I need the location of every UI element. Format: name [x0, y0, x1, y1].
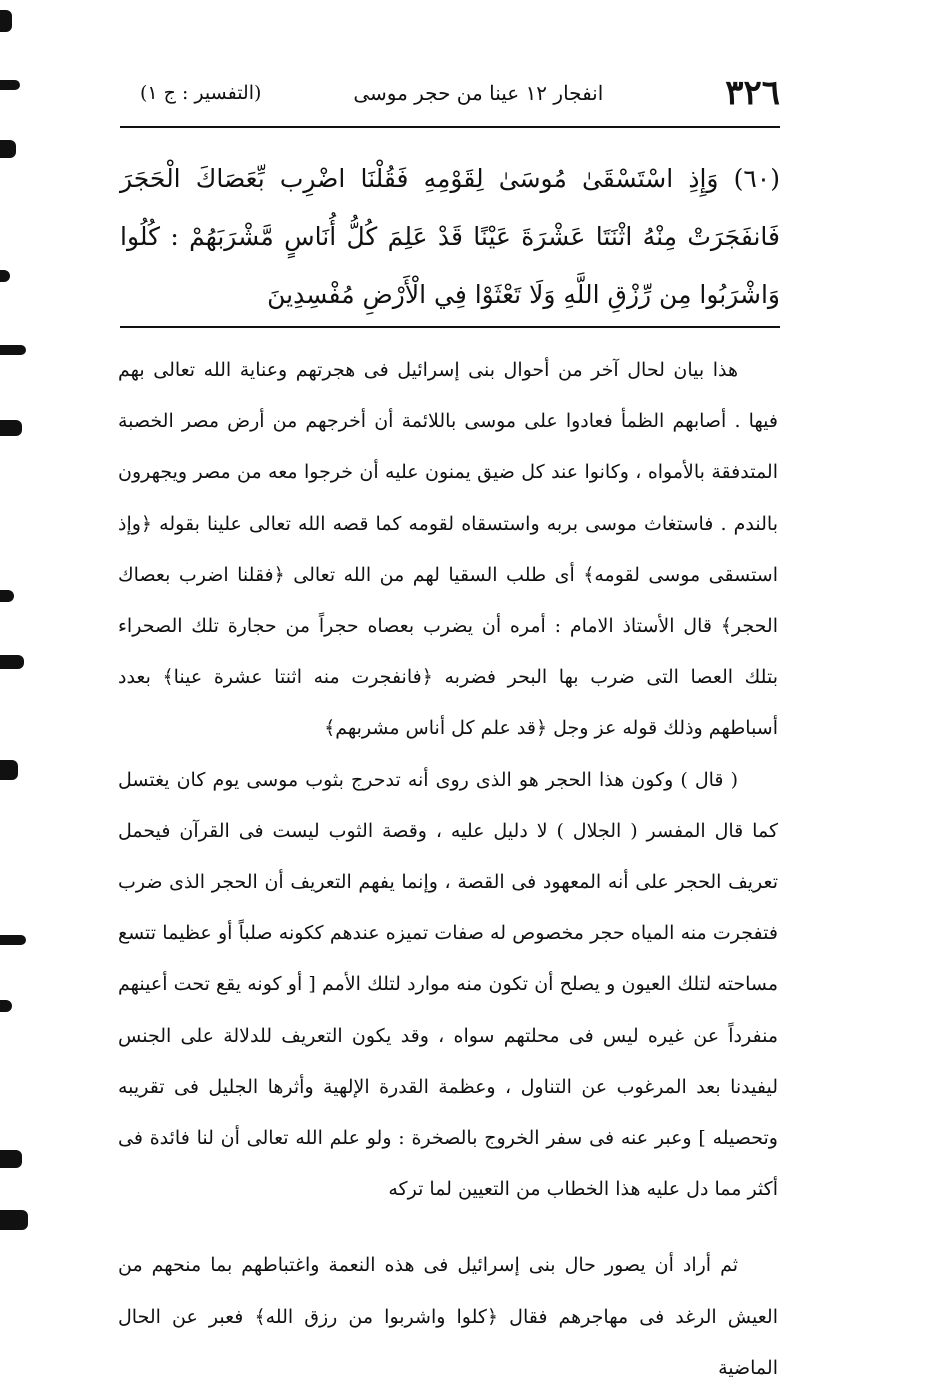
- running-title: انفجار ١٢ عينا من حجر موسى: [353, 81, 604, 105]
- scan-mark: [0, 10, 12, 32]
- scan-mark: [0, 140, 16, 158]
- scan-mark: [0, 1210, 28, 1230]
- scan-mark: [0, 80, 20, 90]
- scan-mark: [0, 935, 26, 945]
- paragraph: ثم أراد أن يصور حال بنى إسرائيل فى هذه النعمة واغتباطهم بما منحهم من العيش الرغد فى مهاجرهم فقال ﴿كلوا واشربوا من رزق الله﴾ فعبر عن الحال الماضية: [118, 1254, 778, 1379]
- scan-mark: [0, 760, 18, 780]
- scan-edge-marks: [0, 0, 30, 1312]
- paragraph: ( قال ) وكون هذا الحجر هو الذى روى أنه تدحرج بثوب موسى يوم كان يغتسل كما قال المفسر ( الجلال ) لا دليل عليه ، وقصة الثوب ليست فى القرآن فيحمل تعريف الحجر على أنه المعهود فى القصة ، وإنما يفهم التعريف أن الحجر الذى ضرب فتفجرت منه المياه حجر مخصوص له صفات تميزه عندهم ككونه صلباً أو عظيما تتسع مساحته لتلك العيون و يصلح أن تكون منه موارد لتلك الأمم [ أو كونه يقع تحت أعينهم منفرداً عن غيره ليس فى محلتهم سواه ، وقد يكون التعريف للدلالة على الجنس ليفيدنا بعد المرغوب عن التناول ، وعظمة القدرة الإلهية وأثرها الجليل فى تقريبه وتحصيله ] وعبر عنه فى سفر الخروج بالصخرة : ولو علم الله تعالى أن لنا فائدة فى أكثر مما دل عليه هذا الخطاب من التعيين لما تركه: [118, 768, 778, 1201]
- verse-rule: [120, 326, 780, 328]
- scan-mark: [0, 1000, 12, 1012]
- scan-mark: [0, 270, 10, 282]
- running-header: [140, 70, 780, 116]
- scan-mark: [0, 655, 24, 669]
- scan-mark: [0, 420, 22, 436]
- commentary-body: [118, 345, 778, 1394]
- header-rule: [120, 126, 780, 128]
- quran-verse: (٦٠) وَإِذِ اسْتَسْقَىٰ مُوسَىٰ لِقَوْمِهِ فَقُلْنَا اضْرِب بِّعَصَاكَ الْحَجَرَ فَانفَجَرَتْ مِنْهُ اثْنَتَا عَشْرَةَ عَيْنًا قَدْ عَلِمَ كُلُّ أُنَاسٍ مَّشْرَبَهُمْ : كُلُوا وَاشْرَبُوا مِن رِّزْقِ اللَّهِ وَلَا تَعْثَوْا فِي الْأَرْضِ مُفْسِدِينَ: [120, 164, 780, 309]
- scan-mark: [0, 590, 14, 602]
- page-number: ٣٢٦: [725, 73, 780, 113]
- scan-mark: [0, 1150, 22, 1168]
- section-reference: (التفسير : ج ١): [140, 82, 262, 104]
- scan-mark: [0, 345, 26, 355]
- paragraph: هذا بيان لحال آخر من أحوال بنى إسرائيل فى هجرتهم وعناية الله تعالى بهم فيها . أصابهم الظمأ فعادوا على موسى باللائمة أن أخرجهم من أرض مصر الخصبة المتدفقة بالأمواه ، وكانوا عند كل ضيق يمنون عليه أن خرجوا معه من مصر ويجهرون بالندم . فاستغاث موسى بربه واستسقاه لقومه كما قصه الله تعالى علينا بقوله ﴿وإذ استسقى موسى لقومه﴾ أى طلب السقيا لهم من الله تعالى ﴿فقلنا اضرب بعصاك الحجر﴾ قال الأستاذ الامام : أمره أن يضرب بعصاه حجراً من حجارة تلك الصحراء بتلك العصا التى ضرب بها البحر فضربه ﴿فانفجرت منه اثنتا عشرة عينا﴾ بعدد أسباطهم وذلك قوله عز وجل ﴿قد علم كل أناس مشربهم﴾: [118, 359, 778, 740]
